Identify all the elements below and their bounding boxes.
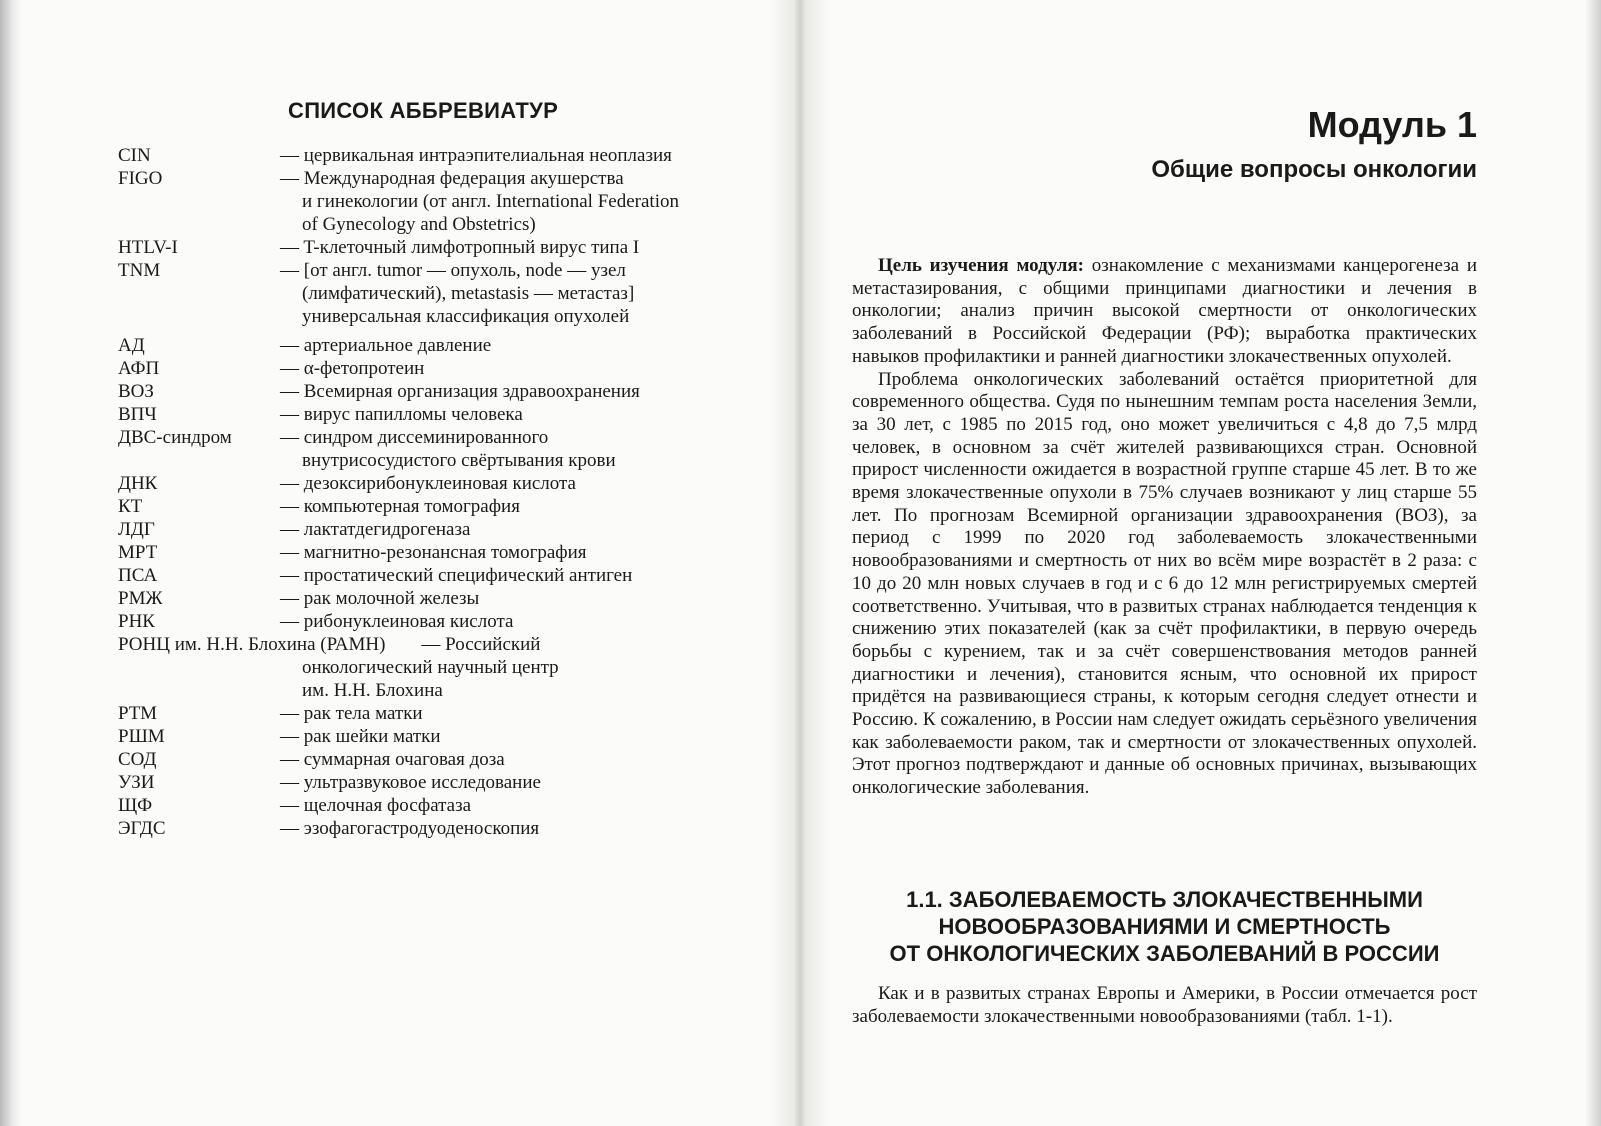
abbreviation-term: ЩФ [118,795,153,816]
abbreviation-definition-line: — α-фетопротеин [280,358,425,379]
abbreviation-row [118,633,758,702]
abbreviation-definition [280,426,758,472]
abbreviation-term: ПСА [118,565,158,586]
abbreviation-definition-line: — эзофагогастродуоденоскопия [280,818,540,839]
abbreviation-term: ВОЗ [118,381,154,402]
abbreviation-row [118,748,758,771]
abbreviation-definition [280,403,758,426]
abbreviation-term: ВПЧ [118,404,157,425]
abbreviation-definition-line: — рак молочной железы [280,588,480,609]
abbreviation-definition-line: — дезоксирибонуклеиновая кислота [280,473,576,494]
abbreviation-definition [280,748,758,771]
abbreviation-definition-line: универсальная классификация опухолей [302,306,630,327]
abbreviation-term: АД [118,335,145,356]
abbreviation-definition-line: внутрисосудистого свёртывания крови [302,450,616,471]
abbreviation-term: TNM [118,260,161,281]
abbreviation-row [118,403,758,426]
abbreviation-term: СОД [118,749,157,770]
abbreviation-term: УЗИ [118,772,155,793]
abbreviation-definition [280,495,758,518]
abbreviation-definition-line: и гинекологии (от англ. International Federation [302,191,679,212]
abbreviation-row [118,518,758,541]
abbreviation-definition-line: (лимфатический), metastasis — метастаз] [302,283,635,304]
abbreviation-definition-line: — рибонуклеиновая кислота [280,611,514,632]
abbreviation-definition-line: — рак тела матки [280,703,423,724]
section-heading-line: ОТ ОНКОЛОГИЧЕСКИХ ЗАБОЛЕВАНИЙ В РОССИИ [889,941,1440,966]
abbreviation-definition [280,472,758,495]
abbreviation-row [118,236,758,259]
abbreviation-definition-line: — магнитно-резонансная томография [280,542,587,563]
abbreviation-definition-line: — простатический специфический антиген [280,565,633,586]
abbreviation-definition-line: — вирус папилломы человека [280,404,523,425]
abbreviation-definition [280,334,758,357]
book-gutter [770,0,830,1126]
abbreviation-definition [280,702,758,725]
abbreviation-row [118,702,758,725]
abbreviation-definition [280,518,758,541]
abbreviation-definition-line: им. Н.Н. Блохина [302,680,443,701]
abbreviation-term: РШМ [118,726,165,747]
abbreviation-row [118,587,758,610]
abbreviation-row [118,357,758,380]
abbreviation-definition-line: — синдром диссеминированного [280,427,549,448]
abbreviation-row [118,380,758,403]
abbreviation-definition-line: — щелочная фосфатаза [280,795,472,816]
abbreviation-definition-line: — артериальное давление [280,335,492,356]
abbreviation-definition [280,259,758,328]
abbreviation-definition-line: — Всемирная организация здравоохранения [280,381,640,402]
goal-text: ознакомление с механизмами канцерогенеза и метастазирования, с общими принципами диагностики и лечения в онкологии; анализ причин высокой смертности от онкологических заболеваний в Российской Федерации (РФ); выработка практических навыков профилактики и ранней диагностики злокачественных опухолей. [852,255,1477,367]
abbreviation-term: МРТ [118,542,158,563]
abbreviation-row [118,167,758,236]
abbreviation-definition-line: — рак шейки матки [280,726,441,747]
abbreviation-row [118,259,758,328]
abbreviation-row [118,495,758,518]
goal-label: Цель изучения модуля: [878,255,1084,276]
abbreviation-row [118,564,758,587]
abbreviation-term: FIGO [118,168,163,189]
section-body-text [852,982,1477,1028]
abbreviation-definition [280,236,758,259]
right-page-edge [1585,0,1601,1126]
abbreviation-term: РНК [118,611,155,632]
section-heading [852,886,1477,967]
abbreviation-row [118,472,758,495]
abbreviation-term: РТМ [118,703,158,724]
abbreviation-definition-line: — цервикальная интраэпителиальная неоплазия [280,145,672,166]
left-page-edge [0,0,22,1126]
abbreviation-row [118,725,758,748]
abbreviation-term: HTLV-I [118,237,178,258]
abbreviations-list [118,144,758,840]
abbreviation-term: РОНЦ им. Н.Н. Блохина (РАМН) [118,634,386,655]
abbreviation-row [118,334,758,357]
module-title: Модуль 1 [1307,104,1477,145]
goal-paragraph [852,255,1477,369]
abbreviation-definition-line: — Международная федерация акушерства [280,168,624,189]
abbreviation-definition [280,794,758,817]
abbreviation-definition: — Российский [421,634,541,655]
abbreviation-term: CIN [118,145,151,166]
abbreviation-definition-line: — суммарная очаговая доза [280,749,505,770]
abbreviation-term: КТ [118,496,143,517]
abbreviation-term: ЛДГ [118,519,155,540]
abbreviation-row [118,771,758,794]
abbreviation-row [118,794,758,817]
abbreviation-row [118,817,758,840]
abbreviation-definition-line: — T-клеточный лимфотропный вирус типа I [280,237,640,258]
abbreviation-row [118,541,758,564]
abbreviation-definition-line: — ультразвуковое исследование [280,772,541,793]
module-subtitle: Общие вопросы онкологии [1151,156,1477,183]
abbreviation-definition-line: — компьютерная томография [280,496,520,517]
abbreviation-definition [280,541,758,564]
abbreviation-definition [280,167,758,236]
abbreviation-term: ЭГДС [118,818,166,839]
section-heading-line: НОВООБРАЗОВАНИЯМИ И СМЕРТНОСТЬ [938,914,1391,939]
abbreviation-term: ДВС-синдром [118,427,232,448]
abbreviation-definition [280,144,758,167]
abbreviation-definition-line: онкологический научный центр [302,657,559,678]
module-intro-text [852,255,1477,800]
abbreviations-title: СПИСОК АББРЕВИАТУР [288,98,559,123]
abbreviation-row [118,144,758,167]
abbreviation-row [118,610,758,633]
abbreviation-term: ДНК [118,473,158,494]
abbreviation-definition [280,380,758,403]
abbreviation-row [118,426,758,472]
abbreviation-definition [280,725,758,748]
abbreviation-definition [280,610,758,633]
abbreviation-definition-line: — лактатдегидрогеназа [280,519,471,540]
abbreviation-definition-line: — [от англ. tumor — опухоль, node — узел [280,260,626,281]
section-heading-line: 1.1. ЗАБОЛЕВАЕМОСТЬ ЗЛОКАЧЕСТВЕННЫМИ [906,887,1423,912]
abbreviation-definition [280,357,758,380]
abbreviation-term: РМЖ [118,588,163,609]
intro-paragraph: Проблема онкологических заболеваний остаётся приоритетной для современного общества. Судя по нынешним темпам роста населения Земли, за 30 лет, с 1985 по 2015 год, оно может увеличиться с 4,8 до 7,5 млрд человек, в основном за счёт жителей развивающихся стран. Основной прирост численности ожидается в возрастной группе старше 45 лет. В то же время злокачественные опухоли в 75% случаев возникают у лиц старше 55 лет. По прогнозам Всемирной организации здравоохранения (ВОЗ), за период с 1999 по 2020 год заболеваемость злокачественными новообразованиями и смертность от них во всём мире возрастёт в 2 раза: с 10 до 20 млн новых случаев в год и с 6 до 12 млн регистрируемых смертей соответственно. Учитывая, что в развитых странах наблюдается тенденция к снижению этих показателей (как за счёт профилактики, в первую очередь борьбы с курением, так и за счёт совершенствования методов ранней диагностики и лечения), становится ясным, что основной их прирост придётся на развивающиеся страны, к которым сегодня следует отнести и Россию. К сожалению, в России нам следует ожидать серьёзного увеличения как заболеваемости раком, так и смертности от злокачественных опухолей. Этот прогноз подтверждают и данные об основных причинах, вызывающих онкологические заболевания. [852,368,1477,799]
abbreviation-definition [280,817,758,840]
section-paragraph: Как и в развитых странах Европы и Америки, в России отмечается рост заболеваемости злокачественными новообразованиями (табл. 1-1). [852,983,1477,1027]
abbreviation-term: АФП [118,358,160,379]
abbreviation-definition [280,771,758,794]
abbreviation-definition [280,564,758,587]
abbreviation-definition [280,587,758,610]
abbreviation-definition-line: of Gynecology and Obstetrics) [302,214,536,235]
